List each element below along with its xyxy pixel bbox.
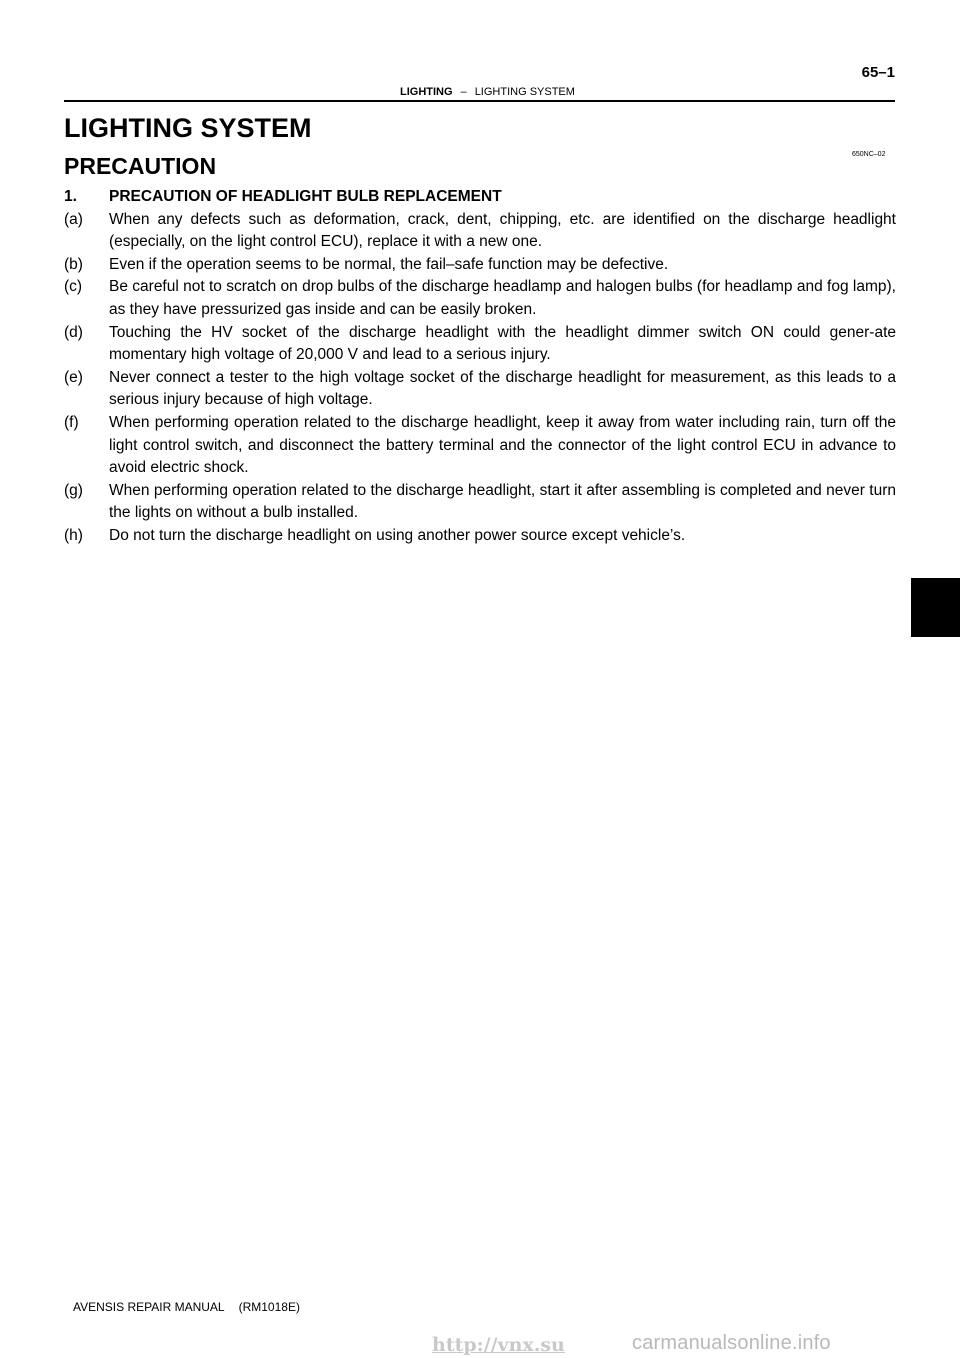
list-item-text: When any defects such as deformation, crack, dent, chipping, etc. are identified on the discharge headlight (especially, on the light control ECU), replace it with a new one. xyxy=(109,210,896,251)
page-number: 65–1 xyxy=(861,64,895,81)
section-title: LIGHTING SYSTEM xyxy=(64,113,312,143)
list-item xyxy=(64,525,896,548)
list-item-text: When performing operation related to the discharge headlight, start it after assembling is completed and never turn the lights on without a bulb installed. xyxy=(109,481,896,522)
list-item-label: (g) xyxy=(64,481,83,499)
item-heading xyxy=(64,186,896,209)
list-item xyxy=(64,412,896,480)
list-item-text: Be careful not to scratch on drop bulbs of the discharge headlamp and halogen bulbs (for headlamp and fog lamp), as they have pressurized gas inside and can be easily broken. xyxy=(109,278,896,318)
running-head-separator: – xyxy=(460,86,467,98)
page-footer xyxy=(73,1300,300,1314)
running-head-subsection: LIGHTING SYSTEM xyxy=(474,86,575,98)
watermark-text: carmanualsonline.info xyxy=(632,1332,831,1354)
list-item xyxy=(64,480,896,525)
list-item-text: Touching the HV socket of the discharge headlight with the headlight dimmer switch ON could gener-ate momentary high voltage of 20,000 V and lead to a serious injury. xyxy=(109,323,896,364)
item-heading-text: PRECAUTION OF HEADLIGHT BULB REPLACEMENT xyxy=(109,188,502,205)
list-item-text: When performing operation related to the discharge headlight, keep it away from water including rain, turn off the light control switch, and disconnect the battery terminal and the connector of the light control ECU in advance to avoid electric shock. xyxy=(109,413,896,477)
footer-manual-code: (RM1018E) xyxy=(238,1300,300,1314)
subsection-title: PRECAUTION xyxy=(64,153,217,179)
list-item-label: (h) xyxy=(64,526,83,544)
page-header xyxy=(64,64,895,102)
list-item-label: (e) xyxy=(64,368,83,386)
list-item xyxy=(64,367,896,412)
list-item-text: Do not turn the discharge headlight on using another power source except vehicle’s. xyxy=(109,526,686,544)
list-item-text: Even if the operation seems to be normal, the fail–safe function may be defective. xyxy=(109,255,669,273)
source-link[interactable]: http://vnx.su xyxy=(432,1334,565,1356)
footer-manual-name: AVENSIS REPAIR MANUAL xyxy=(73,1300,225,1314)
list-item-text: Never connect a tester to the high voltage socket of the discharge headlight for measurement, as this leads to a serious injury because of high voltage. xyxy=(109,368,896,409)
document-code: 650NC–02 xyxy=(852,151,886,158)
section-tab-marker xyxy=(911,578,960,637)
list-item xyxy=(64,254,896,277)
list-item-label: (f) xyxy=(64,413,79,431)
running-head-section: LIGHTING xyxy=(400,86,453,98)
precaution-content xyxy=(64,186,896,548)
list-item-label: (d) xyxy=(64,323,83,341)
list-item xyxy=(64,322,896,367)
list-item-label: (c) xyxy=(64,278,83,296)
list-item xyxy=(64,276,896,321)
list-item xyxy=(64,209,896,254)
item-heading-number: 1. xyxy=(64,188,77,205)
running-head xyxy=(400,86,575,98)
header-rule xyxy=(64,100,895,102)
list-item-label: (b) xyxy=(64,255,83,273)
list-item-label: (a) xyxy=(64,210,83,228)
